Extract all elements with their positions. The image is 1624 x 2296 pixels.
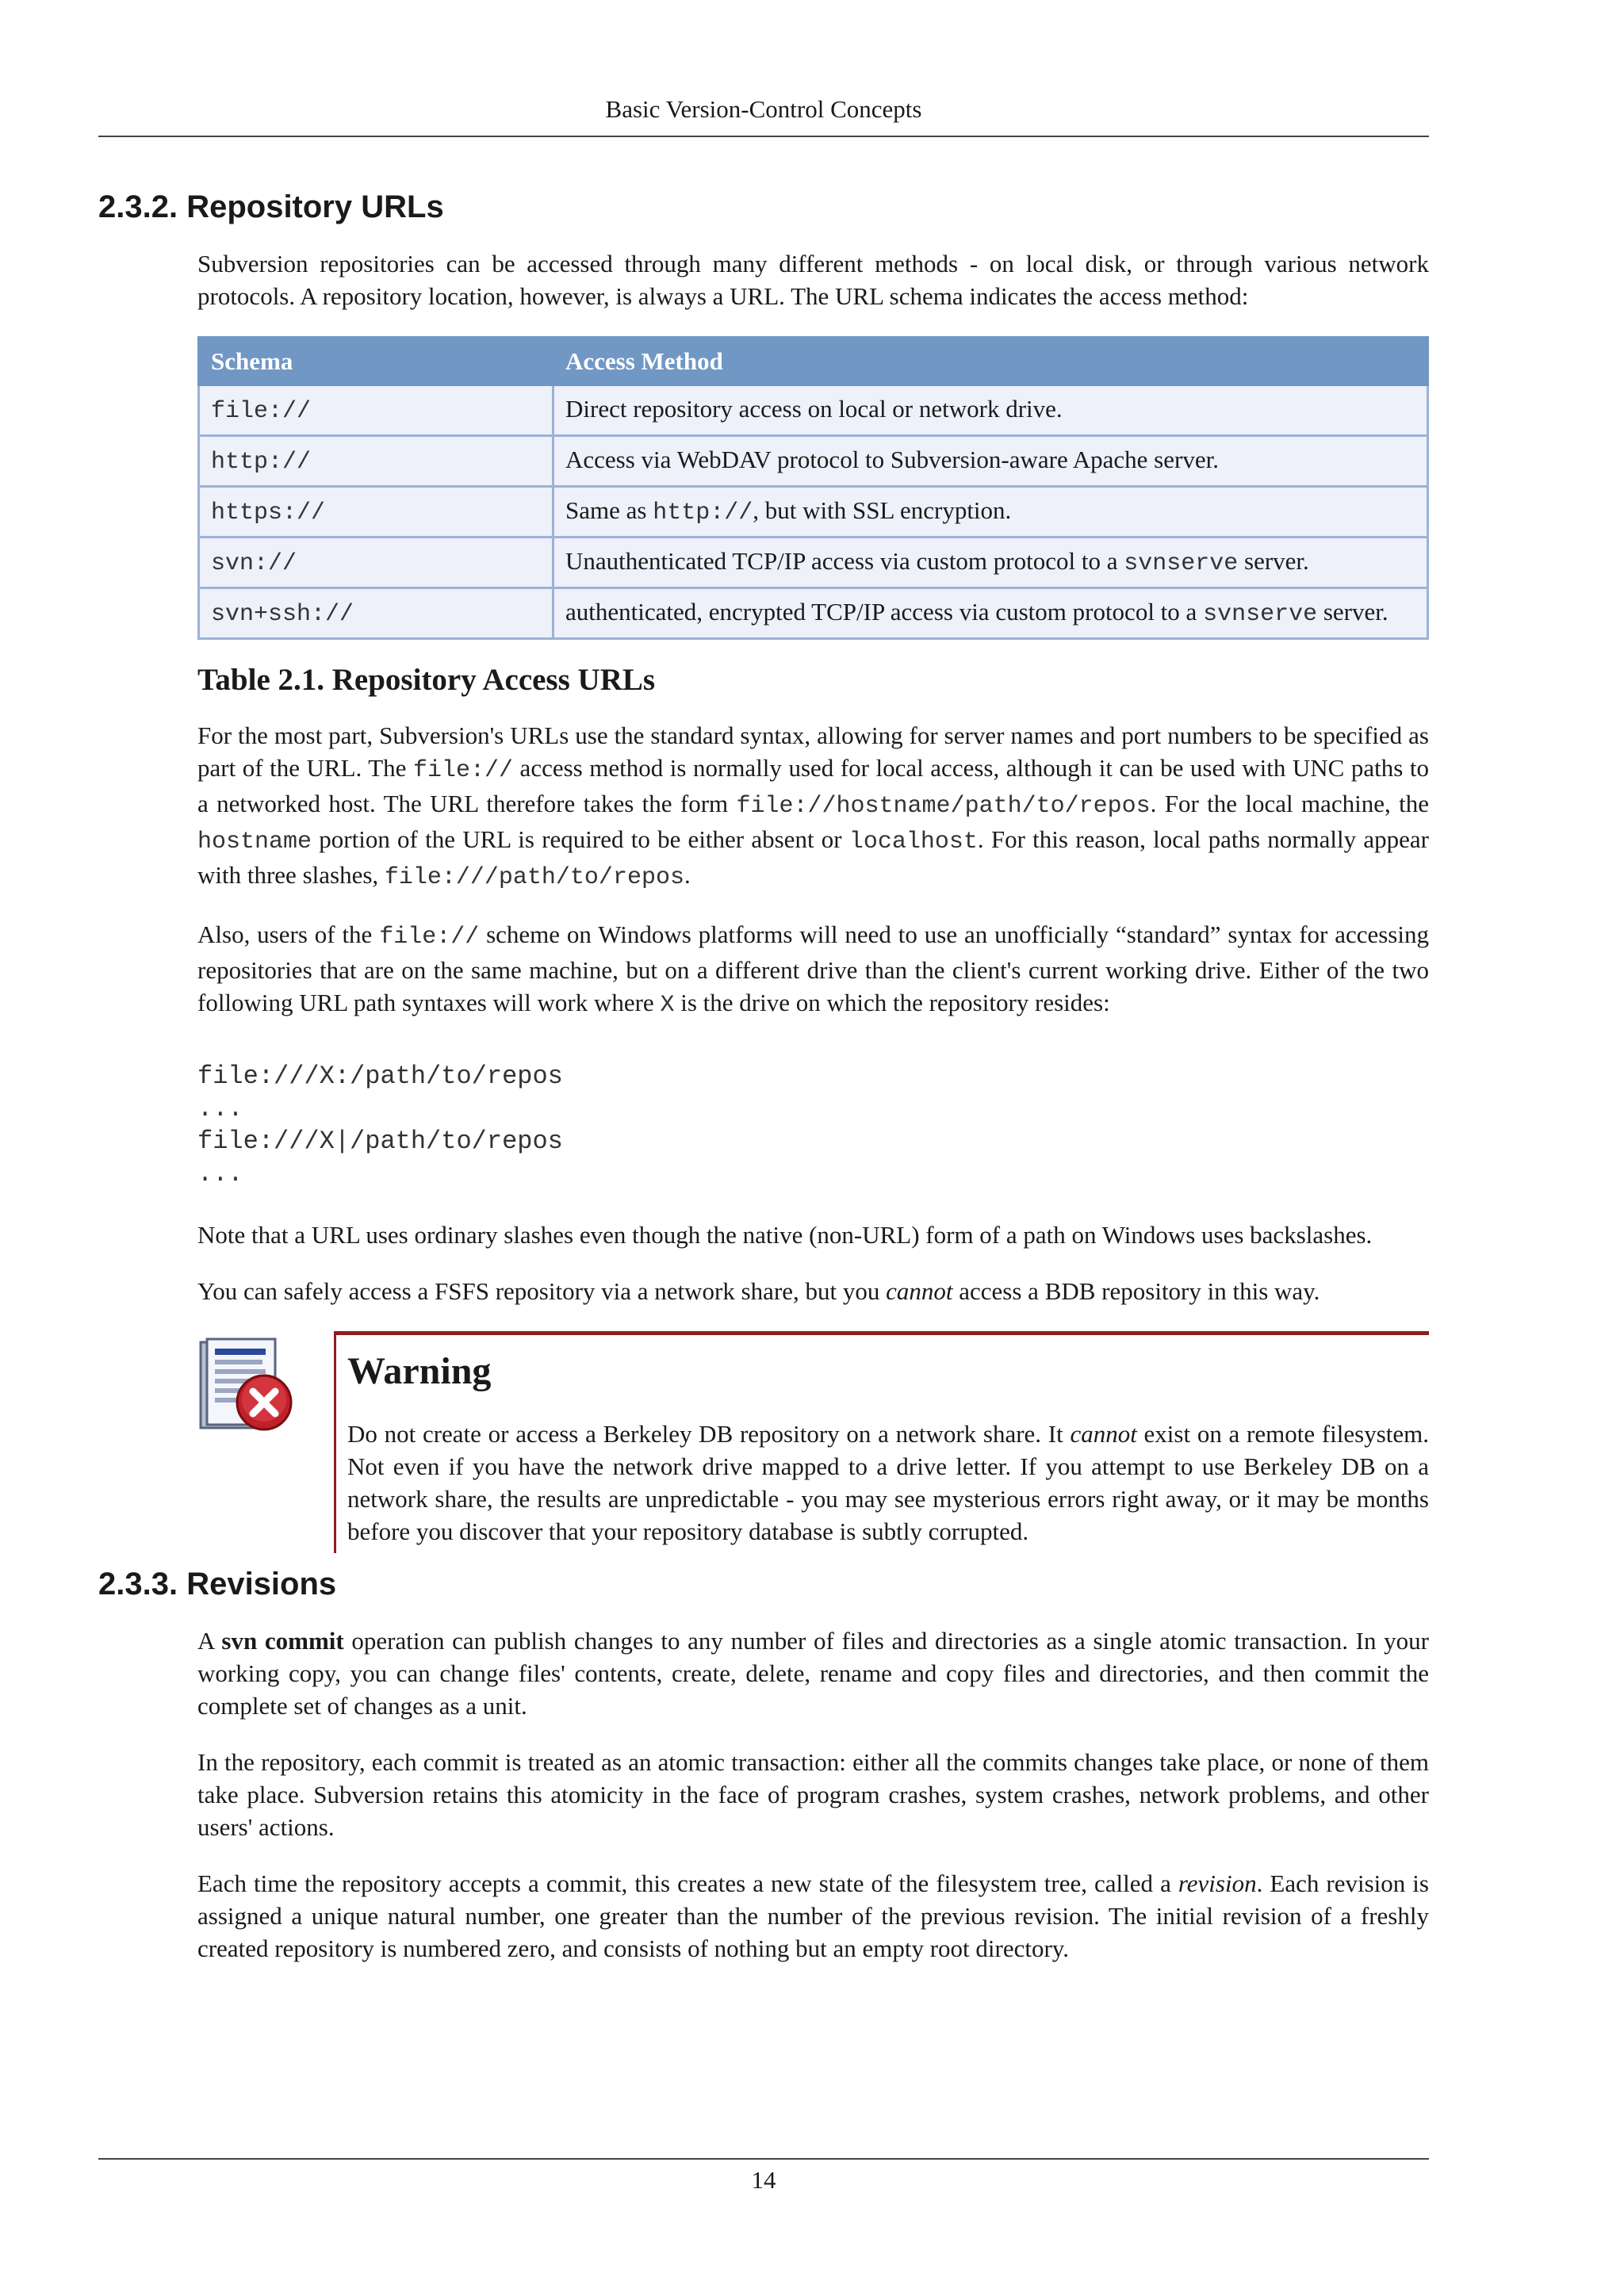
inline-code: X <box>660 992 675 1019</box>
text-run: . For this reason, local paths normally appear with three slashes, <box>197 825 1429 889</box>
running-header: Basic Version-Control Concepts <box>605 95 922 123</box>
method-text: server. <box>1238 547 1309 575</box>
listing-line: ... <box>197 1159 243 1188</box>
schema-cell <box>199 588 553 639</box>
section-heading-revisions: 2.3.3. Revisions <box>98 1567 337 1601</box>
warning-admonition <box>197 1331 1429 1553</box>
schema-code: https:// <box>211 499 326 526</box>
text-run: access a BDB repository in this way. <box>952 1277 1320 1305</box>
inline-code: file://hostname/path/to/repos <box>736 793 1151 820</box>
warning-document-icon <box>197 1336 297 1436</box>
method-text: , but with SSL encryption. <box>753 496 1012 524</box>
inline-code: hostname <box>197 828 312 855</box>
table-row <box>199 436 1428 487</box>
table-row <box>199 487 1428 538</box>
method-cell <box>553 588 1428 639</box>
table-row <box>199 538 1428 588</box>
section-body-revisions <box>197 1624 1429 1965</box>
text-run: Do not create or access a Berkeley DB repository on a network share. It <box>347 1420 1071 1448</box>
page-number: 14 <box>751 2166 776 2194</box>
schema-code: svn:// <box>211 550 297 577</box>
emphasis: revision <box>1178 1869 1257 1897</box>
revisions-paragraph-2: In the repository, each commit is treated as an atomic transaction: either all the commits changes take place, or none of them take place. Subversion retains this atomicity in the face of program crashes, system crashes, network problems, and other users' actions. <box>197 1748 1429 1841</box>
method-cell: Direct repository access on local or network drive. <box>553 385 1428 436</box>
slashes-paragraph: Note that a URL uses ordinary slashes even though the native (non-URL) form of a path on Windows uses backslashes. <box>197 1221 1373 1249</box>
syntax-paragraph <box>197 719 1429 894</box>
table-header-row <box>199 338 1428 385</box>
method-code: http:// <box>653 499 753 526</box>
fsfs-paragraph <box>197 1275 1429 1307</box>
emphasis: cannot <box>1070 1420 1137 1448</box>
method-cell <box>553 538 1428 588</box>
inline-code: localhost <box>848 828 978 855</box>
warning-title: Warning <box>347 1350 492 1392</box>
method-text: Same as <box>565 496 653 524</box>
text-run: is the drive on which the repository resides: <box>674 989 1110 1016</box>
inline-code: file:///path/to/repos <box>384 864 684 891</box>
inline-code: file:// <box>412 757 514 784</box>
schema-cell <box>199 436 553 487</box>
text-run: A <box>197 1627 222 1655</box>
listing-line: ... <box>197 1094 243 1123</box>
listing-line: file:///X|/path/to/repos <box>197 1127 563 1156</box>
footer-rule <box>98 2158 1429 2160</box>
method-cell <box>553 487 1428 538</box>
column-header-schema: Schema <box>199 338 553 385</box>
text-run: . <box>684 861 691 889</box>
method-code: svnserve <box>1124 550 1239 577</box>
emphasis: cannot <box>886 1277 953 1305</box>
header-rule <box>98 136 1429 137</box>
section-heading-repository-urls: 2.3.2. Repository URLs <box>98 189 444 224</box>
warning-box <box>334 1331 1429 1553</box>
text-run: For the most part, Subversion's URLs use the standard syntax, allowing for server names and port numbers to be specified as part of the URL. The <box>197 721 1429 782</box>
schema-code: svn+ssh:// <box>211 601 354 628</box>
text-run: . Each revision is assigned a unique natural number, one greater than the number of the previous revision. The initial revision of a freshly created repository is numbered zero, and consists of nothing but an empty root directory. <box>197 1869 1429 1962</box>
listing-line: file:///X:/path/to/repos <box>197 1062 563 1091</box>
section-body-urls <box>197 247 1429 1553</box>
method-text: authenticated, encrypted TCP/IP access via custom protocol to a <box>565 598 1204 626</box>
text-run: exist on a remote filesystem. Not even if you have the network drive mapped to a drive letter. If you attempt to use Berkeley DB on a network share, the results are unpredictable - you may see mysterious errors right away, or it may be months before you discover that your repository database is subtly corrupted. <box>347 1420 1429 1545</box>
url-schema-table <box>197 336 1429 640</box>
text-run: operation can publish changes to any number of files and directories as a single atomic transaction. In your working copy, you can change files' contents, create, delete, rename and copy files and directories, and then commit the complete set of changes as a unit. <box>197 1627 1429 1720</box>
text-run: portion of the URL is required to be either absent or <box>312 825 849 853</box>
text-run: . For the local machine, the <box>1150 790 1430 817</box>
content <box>98 187 1429 1988</box>
method-cell: Access via WebDAV protocol to Subversion-aware Apache server. <box>553 436 1428 487</box>
revisions-paragraph-3 <box>197 1867 1429 1965</box>
revisions-paragraph-1 <box>197 1624 1429 1722</box>
table-row <box>199 588 1428 639</box>
text-run: Each time the repository accepts a commit, this creates a new state of the filesystem tree, called a <box>197 1869 1178 1897</box>
inline-code: file:// <box>379 924 480 951</box>
schema-code: http:// <box>211 449 312 476</box>
text-run: You can safely access a FSFS repository via a network share, but you <box>197 1277 887 1305</box>
table-caption: Table 2.1. Repository Access URLs <box>197 663 656 697</box>
schema-cell <box>199 538 553 588</box>
text-run: scheme on Windows platforms will need to use an unofficially “standard” syntax for accessing repositories that are on the same machine, but on a different drive than the client's current working drive. Either of the two following URL path syntaxes will work where <box>197 920 1429 1016</box>
table-row <box>199 385 1428 436</box>
method-code: svnserve <box>1203 601 1318 628</box>
method-text: server. <box>1317 598 1388 626</box>
code-listing <box>197 1060 1429 1190</box>
intro-paragraph: Subversion repositories can be accessed through many different methods - on local disk, or through various network protocols. A repository location, however, is always a URL. The URL schema indicates the access method: <box>197 250 1429 310</box>
method-text: Unauthenticated TCP/IP access via custom protocol to a <box>565 547 1124 575</box>
schema-code: file:// <box>211 398 312 425</box>
text-run: Also, users of the <box>197 920 380 948</box>
text-run: access method is normally used for local access, although it can be used with UNC paths to a networked host. The URL therefore takes the form <box>197 754 1429 817</box>
warning-text <box>347 1418 1429 1548</box>
command-name: svn commit <box>221 1627 344 1655</box>
windows-paragraph <box>197 918 1429 1022</box>
column-header-access-method: Access Method <box>553 338 1428 385</box>
schema-cell <box>199 385 553 436</box>
schema-cell <box>199 487 553 538</box>
